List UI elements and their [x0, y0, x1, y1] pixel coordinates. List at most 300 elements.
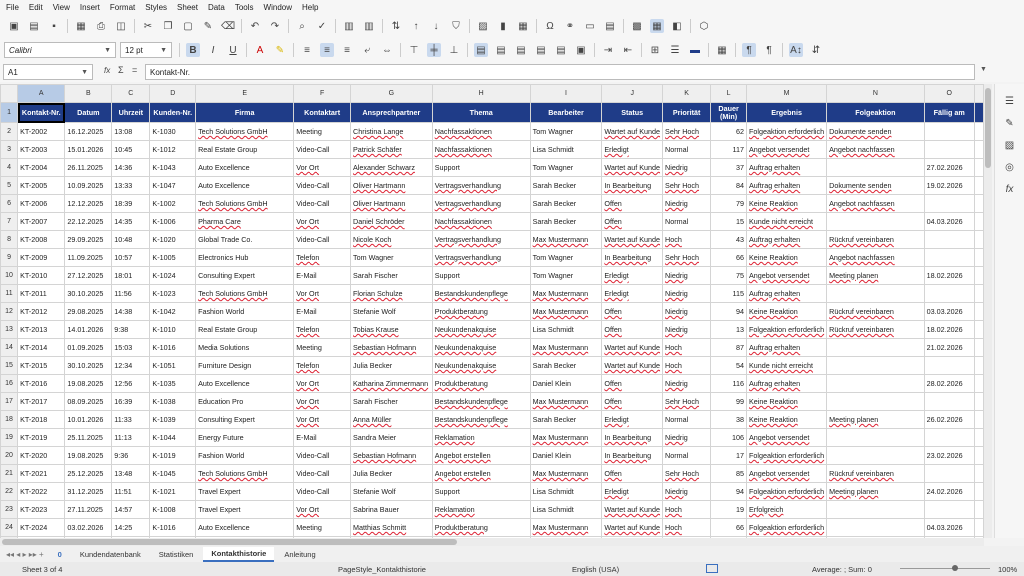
- grid-cell[interactable]: Lisa Schmidt: [530, 483, 602, 501]
- grid-cell[interactable]: 14.01.2026: [65, 321, 112, 339]
- align-bottom-icon[interactable]: ⊥: [449, 44, 459, 56]
- grid-cell[interactable]: Offen: [602, 321, 663, 339]
- grid-cell[interactable]: Lisa Schmidt: [530, 141, 602, 159]
- vertical-scroll-thumb[interactable]: [985, 88, 991, 168]
- grid-cell[interactable]: K-1019: [150, 447, 196, 465]
- grid-cell[interactable]: [974, 393, 983, 411]
- grid-cell[interactable]: 29.08.2025: [65, 303, 112, 321]
- grid-cell[interactable]: 85: [711, 465, 747, 483]
- horizontal-scroll-thumb[interactable]: [2, 539, 457, 545]
- grid-cell[interactable]: 24.02.2026: [924, 483, 974, 501]
- grid-cell[interactable]: Meeting: [294, 339, 351, 357]
- column-header-g[interactable]: G: [351, 85, 433, 103]
- save-icon[interactable]: ▪: [52, 20, 56, 32]
- grid-cell[interactable]: Max Mustermann: [530, 339, 602, 357]
- header-cell[interactable]: Bearbeiter: [530, 103, 602, 123]
- row-header-4[interactable]: 4: [1, 159, 18, 177]
- column-header-overflow[interactable]: [974, 85, 983, 103]
- grid-cell[interactable]: Florian Schulze: [351, 285, 433, 303]
- grid-cell[interactable]: Oliver Hartmann: [351, 177, 433, 195]
- grid-cell[interactable]: Stefanie Wolf: [351, 483, 433, 501]
- header-cell[interactable]: Status: [602, 103, 663, 123]
- grid-cell[interactable]: Daniel Klein: [530, 375, 602, 393]
- menu-styles[interactable]: Styles: [145, 2, 168, 12]
- grid-cell[interactable]: Folgeaktion erforderlich: [747, 321, 827, 339]
- grid-cell[interactable]: 94: [711, 303, 747, 321]
- grid-cell[interactable]: 14:35: [112, 213, 150, 231]
- row-header-3[interactable]: 3: [1, 141, 18, 159]
- grid-cell[interactable]: [974, 357, 983, 375]
- grid-cell[interactable]: Julia Becker: [351, 465, 433, 483]
- grid-cell[interactable]: Angebot versendet: [747, 267, 827, 285]
- grid-cell[interactable]: 62: [711, 123, 747, 141]
- grid-cell[interactable]: Sarah Becker: [530, 177, 602, 195]
- grid-cell[interactable]: [974, 339, 983, 357]
- grid-cell[interactable]: Energy Future: [196, 429, 294, 447]
- grid-cell[interactable]: [974, 213, 983, 231]
- grid-cell[interactable]: Erledigt: [602, 483, 663, 501]
- grid-cell[interactable]: 17: [711, 447, 747, 465]
- sort-ascending-icon[interactable]: ↑: [413, 20, 419, 32]
- grid-cell[interactable]: Folgeaktion erforderlich: [747, 519, 827, 537]
- grid-cell[interactable]: Sebastian Hofmann: [351, 339, 433, 357]
- align-top-icon[interactable]: ⊤: [409, 44, 419, 56]
- grid-cell[interactable]: 25.11.2025: [65, 429, 112, 447]
- grid-cell[interactable]: Sehr Hoch: [663, 465, 711, 483]
- grid-cell[interactable]: [827, 159, 925, 177]
- format-percent-icon[interactable]: ▤: [496, 44, 506, 56]
- grid-cell[interactable]: Keine Reaktion: [747, 195, 827, 213]
- grid-cell[interactable]: Offen: [602, 303, 663, 321]
- grid-cell[interactable]: Rückruf vereinbaren: [827, 303, 925, 321]
- grid-cell[interactable]: Real Estate Group: [196, 321, 294, 339]
- menu-edit[interactable]: Edit: [28, 2, 43, 12]
- sum-icon[interactable]: Σ: [118, 65, 124, 75]
- grid-cell[interactable]: [974, 141, 983, 159]
- header-cell[interactable]: Priorität: [663, 103, 711, 123]
- grid-cell[interactable]: Vor Ort: [294, 159, 351, 177]
- grid-cell[interactable]: KT-2012: [18, 303, 65, 321]
- grid-cell[interactable]: Tech Solutions GmbH: [196, 285, 294, 303]
- grid-cell[interactable]: In Bearbeitung: [602, 429, 663, 447]
- grid-cell[interactable]: Angebot nachfassen: [827, 141, 925, 159]
- grid-cell[interactable]: Support: [432, 267, 530, 285]
- selection-mode-icon[interactable]: [706, 564, 718, 573]
- insert-image-icon[interactable]: ▨: [478, 20, 488, 32]
- grid-cell[interactable]: [924, 393, 974, 411]
- row-header-22[interactable]: 22: [1, 483, 18, 501]
- grid-cell[interactable]: Rückruf vereinbaren: [827, 465, 925, 483]
- grid-cell[interactable]: 117: [711, 141, 747, 159]
- grid-cell[interactable]: Consulting Expert: [196, 411, 294, 429]
- grid-cell[interactable]: 15: [711, 213, 747, 231]
- grid-cell[interactable]: Tom Wagner: [530, 123, 602, 141]
- grid-cell[interactable]: [974, 159, 983, 177]
- grid-cell[interactable]: Auto Excellence: [196, 519, 294, 537]
- grid-cell[interactable]: Angebot nachfassen: [827, 249, 925, 267]
- header-cell[interactable]: Kunden-Nr.: [150, 103, 196, 123]
- grid-cell[interactable]: Angebot versendet: [747, 141, 827, 159]
- grid-cell[interactable]: Keine Reaktion: [747, 393, 827, 411]
- column-header-b[interactable]: B: [65, 85, 112, 103]
- menu-window[interactable]: Window: [263, 2, 292, 12]
- grid-cell[interactable]: 11:33: [112, 411, 150, 429]
- grid-cell[interactable]: Hoch: [663, 339, 711, 357]
- grid-cell[interactable]: Neukundenakquise: [432, 357, 530, 375]
- grid-cell[interactable]: [974, 501, 983, 519]
- grid-cell[interactable]: Max Mustermann: [530, 303, 602, 321]
- tab-kontakthistorie[interactable]: Kontakthistorie: [203, 547, 274, 562]
- grid-cell[interactable]: Auto Excellence: [196, 375, 294, 393]
- row-header-23[interactable]: 23: [1, 501, 18, 519]
- grid-cell[interactable]: [827, 285, 925, 303]
- grid-cell[interactable]: [924, 501, 974, 519]
- grid-cell[interactable]: [924, 249, 974, 267]
- border-color-icon[interactable]: ▬: [690, 44, 700, 56]
- grid-cell[interactable]: KT-2016: [18, 375, 65, 393]
- column-header-a[interactable]: A: [18, 85, 65, 103]
- grid-cell[interactable]: 16:39: [112, 393, 150, 411]
- menu-format[interactable]: Format: [109, 2, 136, 12]
- grid-cell[interactable]: KT-2009: [18, 249, 65, 267]
- grid-cell[interactable]: 99: [711, 393, 747, 411]
- grid-cell[interactable]: Niedrig: [663, 429, 711, 447]
- grid-cell[interactable]: Niedrig: [663, 303, 711, 321]
- chevron-down-icon[interactable]: ▼: [81, 68, 88, 76]
- grid-cell[interactable]: Meeting: [294, 123, 351, 141]
- grid-cell[interactable]: 38: [711, 411, 747, 429]
- grid-cell[interactable]: Offen: [602, 465, 663, 483]
- row-header-10[interactable]: 10: [1, 267, 18, 285]
- grid-cell[interactable]: KT-2019: [18, 429, 65, 447]
- header-cell[interactable]: Uhrzeit: [112, 103, 150, 123]
- grid-cell[interactable]: 23.02.2026: [924, 447, 974, 465]
- grid-cell[interactable]: Pharma Care: [196, 213, 294, 231]
- grid-cell[interactable]: Erledigt: [602, 285, 663, 303]
- grid-cell[interactable]: 14:57: [112, 501, 150, 519]
- undo-icon[interactable]: ↶: [250, 20, 260, 32]
- grid-cell[interactable]: In Bearbeitung: [602, 249, 663, 267]
- align-center-icon[interactable]: ≡: [320, 43, 334, 57]
- print-preview-icon[interactable]: ◫: [116, 20, 126, 32]
- grid-cell[interactable]: 04.03.2026: [924, 213, 974, 231]
- tab-nav-arrows[interactable]: ◂◂ ◂ ▸ ▸▸ +: [6, 549, 44, 559]
- grid-cell[interactable]: Electronics Hub: [196, 249, 294, 267]
- grid-cell[interactable]: Nachfassaktionen: [432, 123, 530, 141]
- grid-cell[interactable]: Normal: [663, 447, 711, 465]
- grid-cell[interactable]: Angebot erstellen: [432, 465, 530, 483]
- grid-cell[interactable]: Sehr Hoch: [663, 393, 711, 411]
- grid-cell[interactable]: 116: [711, 375, 747, 393]
- grid-cell[interactable]: Sehr Hoch: [663, 177, 711, 195]
- text-direction-icon[interactable]: ⇵: [811, 44, 821, 56]
- row-header-5[interactable]: 5: [1, 177, 18, 195]
- grid-cell[interactable]: 10.01.2026: [65, 411, 112, 429]
- grid-cell[interactable]: Video-Call: [294, 447, 351, 465]
- column-header-i[interactable]: I: [530, 85, 602, 103]
- grid-cell[interactable]: Vertragsverhandlung: [432, 195, 530, 213]
- grid-cell[interactable]: K-1042: [150, 303, 196, 321]
- grid-cell[interactable]: Vor Ort: [294, 411, 351, 429]
- grid-cell[interactable]: KT-2007: [18, 213, 65, 231]
- grid-cell[interactable]: 87: [711, 339, 747, 357]
- grid-cell[interactable]: Meeting: [294, 519, 351, 537]
- row-header-9[interactable]: 9: [1, 249, 18, 267]
- column-header-k[interactable]: K: [663, 85, 711, 103]
- menu-tools[interactable]: Tools: [234, 2, 254, 12]
- insert-chart-icon[interactable]: ▮: [500, 20, 506, 32]
- grid-cell[interactable]: Anna Müller: [351, 411, 433, 429]
- grid-cell[interactable]: Produktberatung: [432, 375, 530, 393]
- grid-cell[interactable]: 16.12.2025: [65, 123, 112, 141]
- grid-cell[interactable]: Offen: [602, 375, 663, 393]
- column-icon[interactable]: ▥: [364, 20, 374, 32]
- header-cell[interactable]: Dauer (Min): [711, 103, 747, 123]
- grid-cell[interactable]: Patrick Schäfer: [351, 141, 433, 159]
- grid-cell[interactable]: 14:25: [112, 519, 150, 537]
- grid-cell[interactable]: KT-2003: [18, 141, 65, 159]
- grid-cell[interactable]: Reklamation: [432, 429, 530, 447]
- grid-cell[interactable]: Wartet auf Kunde: [602, 231, 663, 249]
- grid-cell[interactable]: Offen: [602, 213, 663, 231]
- cut-icon[interactable]: ✂: [143, 20, 153, 32]
- grid-cell[interactable]: Vor Ort: [294, 375, 351, 393]
- grid-cell[interactable]: 01.09.2025: [65, 339, 112, 357]
- grid-cell[interactable]: K-1020: [150, 231, 196, 249]
- grid-cell[interactable]: Bestandskundenpflege: [432, 285, 530, 303]
- tab-statistiken[interactable]: Statistiken: [158, 549, 194, 559]
- grid-cell[interactable]: [974, 249, 983, 267]
- format-date-icon[interactable]: ▤: [536, 44, 546, 56]
- grid-cell[interactable]: Erledigt: [602, 141, 663, 159]
- grid-cell[interactable]: Normal: [663, 213, 711, 231]
- grid-cell[interactable]: Sarah Fischer: [351, 393, 433, 411]
- grid-cell[interactable]: Vertragsverhandlung: [432, 249, 530, 267]
- grid-cell[interactable]: K-1039: [150, 411, 196, 429]
- row-header-13[interactable]: 13: [1, 321, 18, 339]
- grid-cell[interactable]: [924, 465, 974, 483]
- grid-cell[interactable]: Video-Call: [294, 231, 351, 249]
- zoom-slider-handle[interactable]: [952, 565, 958, 571]
- grid-cell[interactable]: Auftrag erhalten: [747, 339, 827, 357]
- grid-cell[interactable]: 22.12.2025: [65, 213, 112, 231]
- grid-cell[interactable]: 54: [711, 357, 747, 375]
- zoom-slider[interactable]: [900, 568, 990, 569]
- column-header-c[interactable]: C: [112, 85, 150, 103]
- grid-cell[interactable]: Normal: [663, 141, 711, 159]
- grid-cell[interactable]: Sarah Becker: [530, 411, 602, 429]
- grid-cell[interactable]: 27.12.2025: [65, 267, 112, 285]
- grid-cell[interactable]: 94: [711, 483, 747, 501]
- function-wizard-icon[interactable]: fx: [104, 66, 111, 75]
- grid-cell[interactable]: 12:34: [112, 357, 150, 375]
- grid-cell[interactable]: 13: [711, 321, 747, 339]
- grid-cell[interactable]: Auftrag erhalten: [747, 177, 827, 195]
- grid-cell[interactable]: 10:57: [112, 249, 150, 267]
- grid-cell[interactable]: Sehr Hoch: [663, 249, 711, 267]
- grid-cell[interactable]: Lisa Schmidt: [530, 501, 602, 519]
- grid-cell[interactable]: KT-2014: [18, 339, 65, 357]
- grid-cell[interactable]: Niedrig: [663, 267, 711, 285]
- delete-decimal-icon[interactable]: ▣: [576, 44, 586, 56]
- grid-cell[interactable]: Kunde nicht erreicht: [747, 213, 827, 231]
- grid-cell[interactable]: KT-2013: [18, 321, 65, 339]
- grid-cell[interactable]: K-1002: [150, 195, 196, 213]
- grid-cell[interactable]: Vertragsverhandlung: [432, 231, 530, 249]
- menu-sheet[interactable]: Sheet: [177, 2, 198, 12]
- grid-cell[interactable]: Niedrig: [663, 483, 711, 501]
- grid-cell[interactable]: Wartet auf Kunde: [602, 123, 663, 141]
- border-style-icon[interactable]: ☰: [670, 44, 680, 56]
- grid-cell[interactable]: Kunde nicht erreicht: [747, 357, 827, 375]
- grid-cell[interactable]: Wartet auf Kunde: [602, 339, 663, 357]
- font-color-icon[interactable]: A: [256, 44, 264, 56]
- grid-cell[interactable]: K-1035: [150, 375, 196, 393]
- grid-cell[interactable]: Auto Excellence: [196, 159, 294, 177]
- grid-cell[interactable]: In Bearbeitung: [602, 177, 663, 195]
- grid-cell[interactable]: Hoch: [663, 231, 711, 249]
- grid-cell[interactable]: Video-Call: [294, 465, 351, 483]
- export-pdf-icon[interactable]: ▦: [76, 20, 86, 32]
- grid-cell[interactable]: Folgeaktion erforderlich: [747, 483, 827, 501]
- grid-cell[interactable]: Education Pro: [196, 393, 294, 411]
- grid-cell[interactable]: Support: [432, 159, 530, 177]
- menu-insert[interactable]: Insert: [79, 2, 100, 12]
- grid-cell[interactable]: In Bearbeitung: [602, 447, 663, 465]
- grid-cell[interactable]: Rückruf vereinbaren: [827, 321, 925, 339]
- menu-file[interactable]: File: [6, 2, 19, 12]
- grid-cell[interactable]: Angebot versendet: [747, 429, 827, 447]
- freeze-rows-columns-icon[interactable]: ▦: [650, 19, 664, 33]
- borders-icon[interactable]: ⊞: [650, 44, 660, 56]
- grid-cell[interactable]: 19: [711, 501, 747, 519]
- grid-cell[interactable]: K-1016: [150, 519, 196, 537]
- grid-cell[interactable]: Fashion World: [196, 303, 294, 321]
- grid-cell[interactable]: [827, 375, 925, 393]
- header-cell[interactable]: Fällig am: [924, 103, 974, 123]
- navigator-icon[interactable]: ◎: [1005, 161, 1014, 173]
- chevron-down-icon[interactable]: ▼: [104, 46, 111, 54]
- special-character-icon[interactable]: Ω: [546, 20, 554, 32]
- grid-cell[interactable]: Niedrig: [663, 285, 711, 303]
- grid-cell[interactable]: Alexander Schwarz: [351, 159, 433, 177]
- grid-cell[interactable]: Fashion World: [196, 447, 294, 465]
- grid-cell[interactable]: Neukundenakquise: [432, 339, 530, 357]
- grid-cell[interactable]: K-1023: [150, 285, 196, 303]
- grid-cell[interactable]: 29.09.2025: [65, 231, 112, 249]
- grid-cell[interactable]: E-Mail: [294, 267, 351, 285]
- grid-cell[interactable]: [974, 195, 983, 213]
- grid-cell[interactable]: 11:13: [112, 429, 150, 447]
- grid-cell[interactable]: Video-Call: [294, 483, 351, 501]
- grid-cell[interactable]: [827, 501, 925, 519]
- grid-cell[interactable]: 18.02.2026: [924, 321, 974, 339]
- conditional-format-icon[interactable]: ▦: [717, 44, 727, 56]
- grid-cell[interactable]: 18.02.2026: [924, 267, 974, 285]
- grid-cell[interactable]: K-1045: [150, 465, 196, 483]
- grid-cell[interactable]: KT-2010: [18, 267, 65, 285]
- grid-cell[interactable]: 26.11.2025: [65, 159, 112, 177]
- grid-cell[interactable]: Wartet auf Kunde: [602, 159, 663, 177]
- grid-cell[interactable]: Tom Wagner: [530, 249, 602, 267]
- grid-cell[interactable]: Travel Expert: [196, 501, 294, 519]
- grid-cell[interactable]: Daniel Klein: [530, 447, 602, 465]
- row-header-21[interactable]: 21: [1, 465, 18, 483]
- grid-cell[interactable]: 37: [711, 159, 747, 177]
- grid-cell[interactable]: 66: [711, 519, 747, 537]
- grid-cell[interactable]: Nicole Koch: [351, 231, 433, 249]
- grid-cell[interactable]: Tom Wagner: [530, 267, 602, 285]
- grid-cell[interactable]: Julia Becker: [351, 357, 433, 375]
- grid-cell[interactable]: Matthias Schmitt: [351, 519, 433, 537]
- grid-cell[interactable]: KT-2011: [18, 285, 65, 303]
- grid-cell[interactable]: Auftrag erhalten: [747, 159, 827, 177]
- grid-cell[interactable]: K-1016: [150, 339, 196, 357]
- grid-cell[interactable]: KT-2006: [18, 195, 65, 213]
- grid-cell[interactable]: 25.12.2025: [65, 465, 112, 483]
- grid-cell[interactable]: K-1051: [150, 357, 196, 375]
- grid-cell[interactable]: KT-2002: [18, 123, 65, 141]
- grid-cell[interactable]: 21.02.2026: [924, 339, 974, 357]
- properties-icon[interactable]: ☰: [1005, 95, 1014, 107]
- grid-cell[interactable]: Meeting planen: [827, 411, 925, 429]
- grid-cell[interactable]: Hoch: [663, 357, 711, 375]
- vertical-text-icon[interactable]: A↕: [790, 44, 802, 56]
- align-right-icon[interactable]: ≡: [344, 44, 350, 56]
- grid-cell[interactable]: [974, 231, 983, 249]
- font-name-box[interactable]: [4, 42, 116, 58]
- grid-cell[interactable]: 30.10.2025: [65, 285, 112, 303]
- grid-cell[interactable]: Bestandskundenpflege: [432, 393, 530, 411]
- grid-cell[interactable]: 13:33: [112, 177, 150, 195]
- menu-view[interactable]: View: [52, 2, 70, 12]
- grid-cell[interactable]: Real Estate Group: [196, 141, 294, 159]
- grid-cell[interactable]: Katharina Zimmermann: [351, 375, 433, 393]
- grid-cell[interactable]: [827, 519, 925, 537]
- grid-cell[interactable]: Video-Call: [294, 177, 351, 195]
- grid-cell[interactable]: 18:01: [112, 267, 150, 285]
- grid-cell[interactable]: 12:56: [112, 375, 150, 393]
- grid-cell[interactable]: 15.01.2026: [65, 141, 112, 159]
- grid-cell[interactable]: [924, 123, 974, 141]
- header-cell[interactable]: Ergebnis: [747, 103, 827, 123]
- redo-icon[interactable]: ↷: [270, 20, 280, 32]
- grid-cell[interactable]: Tobias Krause: [351, 321, 433, 339]
- grid-cell[interactable]: 115: [711, 285, 747, 303]
- grid-cell[interactable]: Stefanie Wolf: [351, 303, 433, 321]
- pivot-table-icon[interactable]: ▦: [518, 20, 528, 32]
- expand-formula-icon[interactable]: ▼: [980, 66, 987, 73]
- bold-icon[interactable]: B: [186, 43, 200, 57]
- grid-cell[interactable]: Folgeaktion erforderlich: [747, 447, 827, 465]
- sort-descending-icon[interactable]: ↓: [433, 20, 439, 32]
- grid-cell[interactable]: Erledigt: [602, 411, 663, 429]
- grid-cell[interactable]: Sarah Becker: [530, 357, 602, 375]
- grid-cell[interactable]: Max Mustermann: [530, 429, 602, 447]
- grid-cell[interactable]: 84: [711, 177, 747, 195]
- grid-cell[interactable]: [827, 339, 925, 357]
- row-icon[interactable]: ▥: [344, 20, 354, 32]
- grid-cell[interactable]: Max Mustermann: [530, 231, 602, 249]
- menu-data[interactable]: Data: [207, 2, 225, 12]
- grid-cell[interactable]: 14:38: [112, 303, 150, 321]
- header-cell[interactable]: [974, 103, 983, 123]
- grid-cell[interactable]: Lisa Schmidt: [530, 321, 602, 339]
- grid-cell[interactable]: 12.12.2025: [65, 195, 112, 213]
- grid-cell[interactable]: E-Mail: [294, 303, 351, 321]
- grid-cell[interactable]: [827, 447, 925, 465]
- grid-cell[interactable]: 75: [711, 267, 747, 285]
